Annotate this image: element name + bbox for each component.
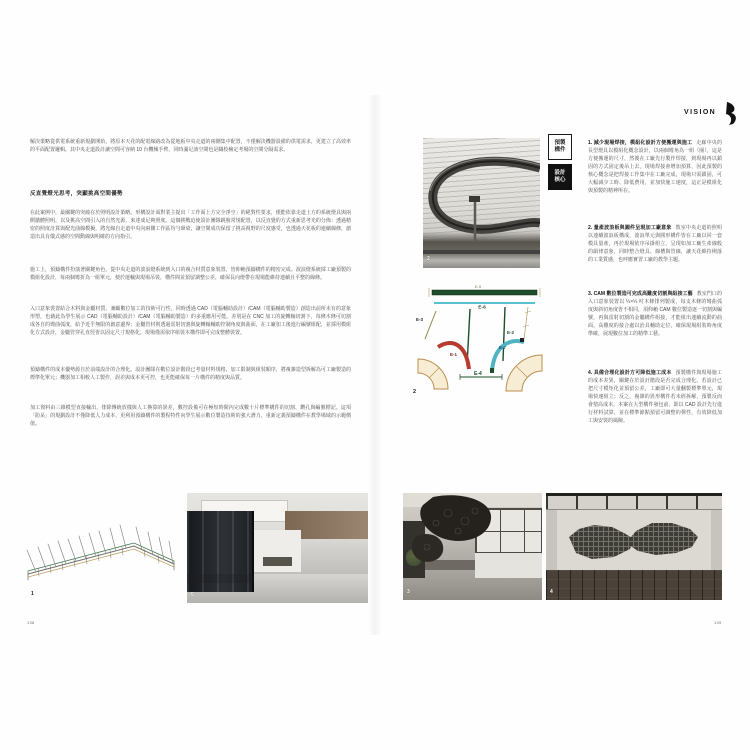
key-point-lead: 4. 具備合理化設計方可降低施工成本 bbox=[588, 370, 672, 376]
tag-text: 構件 bbox=[554, 147, 566, 153]
key-point-4 bbox=[588, 369, 722, 425]
key-point-lead: 3. CAM 數位製造可完成高難度切割與組接工藝 bbox=[588, 291, 693, 297]
diagram-light-components bbox=[412, 281, 548, 395]
figure-number: 2 bbox=[427, 256, 430, 262]
key-point-lead: 2. 量產波浪板與圓件呈現加工廠意象 bbox=[588, 225, 672, 231]
pilaster bbox=[546, 510, 557, 570]
diagram-label-e5: E-5 bbox=[474, 284, 482, 289]
key-point-body: 教室中央走道的照明以連續波浪板構成，波浪單元與圓形構件皆在工廠以同一套模具量產，再於現場依序吊掛組立，呈現如加工廠生產線般的韻律意象，同時整合燈具、線槽與管線，讓天花維持俐落的工業質感，也呼應實習工廠的教學主題。 bbox=[588, 225, 722, 263]
pixel-cloud-sculpture bbox=[564, 517, 704, 562]
tag-design-core bbox=[548, 164, 572, 190]
key-point-body: 預製構件與現場施工的成本差異，關鍵在於設計階段是否完成合理化。若設計已把尺寸模矩化並預留公差，工廠即可大量翻製標準單元，現場快速組立；反之，複雜的異形構件若未經拆解，預製反而會墊高成本。本案在大型構件發包前，即以 CAD 設計先行進行材料試算，並在標準節點預留可調整的彈性，有效降低加工與安裝的風險。 bbox=[588, 370, 722, 424]
body-paragraph: 解決策略從供電系統重新規劃開始，將原本天花的配電線路改為從地板中央走道的兩側集中配置，不僅解決機器設備的供電需求，更建立了高效率的平面配置邏輯。其中央走道設計讓空間可容納 10 台機械手臂，同時滿足該空間也是職校檢定考場的空間分隔需求。 bbox=[30, 139, 351, 153]
tag-text: 設計 bbox=[554, 170, 566, 176]
body-paragraph: 在此案例中，最關鍵的突破在於照明設計策略。形構設計面對業主提出「工作面上方完全淨空」的絕對性要求，僅能依靠走道上方的系統燈具與兩側牆體照明，以及挑高空間引入的自然光源，來達成足夠照度。這個挑戰迫使設計團隊跳脫常規配置，以反直覺的方式重新思考光的分佈：透過精密的照度計算與配光曲線模擬，將光線自走道中央向兩側工作區均勻暈染，讓空間成功保留了挑高視野的尺度感受，也透過天花板的連續線條，創造出具有儀式感的空間動線與明確的方向指引。 bbox=[30, 210, 351, 240]
key-point-2 bbox=[588, 224, 722, 264]
figure-number: 5 bbox=[191, 592, 194, 598]
svg-text:E-3: E-3 bbox=[416, 317, 424, 322]
photo-ceiling-light-track bbox=[423, 138, 540, 268]
figure-number: 4 bbox=[550, 589, 553, 595]
wood-slat-floor bbox=[546, 570, 722, 600]
tag-prefab-component bbox=[548, 134, 572, 160]
photo-corridor-interior bbox=[187, 493, 368, 603]
svg-text:E-6: E-6 bbox=[478, 305, 486, 311]
key-point-3 bbox=[588, 290, 722, 338]
body-paragraph: 入口意象裝置結合木料與金屬材質，兼顧數位加工的技術可行性，同時透過 CAD（電腦輔助設計）/CAM（電腦輔助製造）創造出前所未有的意象形塑，也藉此為學生展示 CAD（電腦輔助設計）/CAM（電腦輔助製造）的多重應用可能。差別是在 CNC 加工的旋轉軸切割下，每條木條可切割成各自的彎曲弧度，給予近乎無限的創意邊界；金屬管材則透過雷射切割與旋轉軸輔助控制角度與曲面，在工廠加工後進行編號組配，並採用模組化方式設計，金屬管穿孔直徑皆以固定尺寸規格化，現場僅需依序組裝木構件即可完成整體裝置。 bbox=[30, 306, 351, 336]
pilaster bbox=[711, 510, 722, 570]
body-paragraph: 加工資料由三維模型直接輸出，排除傳統放樣與人工換算的誤差，數控設備可在極短時間內完成數十片標準構件的切割、鑽孔與編號標記。這項「防呆」的規劃設計不僅降低人力成本，更利用預鑄構件的製程特性向學生展示數位製造技術的強大潛力，重新定義預鑄構件在教學場域的示範價值。 bbox=[30, 405, 351, 427]
svg-text:E-2: E-2 bbox=[507, 330, 515, 335]
page-number: 138 bbox=[27, 620, 35, 625]
far-wall bbox=[254, 530, 301, 572]
svg-text:E-4: E-4 bbox=[474, 371, 482, 377]
key-point-body: 走廊中央的長型燈具以模組化概念設計，以兩個彎角為一組（圈），這是方便搬運的尺寸，然後在工廠先行製作焊接，到現場再以鎖固的方式固定後吊上去。現場焊接會增加預算，因此預製的核心概念是把焊接工作集中在工廠完成，現場只需鎖固，可大幅減少工時、降低費用，並加快施工速度，這正是模組化與預製的精神所在。 bbox=[588, 140, 722, 194]
svg-text:E-1: E-1 bbox=[450, 352, 458, 357]
photo-wall-pixel-installation bbox=[546, 493, 722, 600]
vision-bird-icon bbox=[725, 101, 739, 127]
page-gutter bbox=[368, 95, 382, 635]
key-point-1 bbox=[588, 139, 722, 195]
wall-ledge bbox=[423, 250, 540, 254]
body-paragraph: 施工上，預鑄構件扮演著關鍵角色。從中央走道的波浪燈系統到入口的複合材質意象裝置，皆仰賴預鑄構件的精密完成。波浪燈系統採工廠預製的模組化設計，每兩個彎折為一組單元，便於運輸與現場吊裝，構件間並預留調整公差，確保長向燈帶在現場能維持連續且平整的線條。 bbox=[30, 267, 351, 281]
tag-text: 核心 bbox=[554, 177, 566, 183]
svg-text:E-7: E-7 bbox=[499, 345, 507, 350]
photo-lobby-ceiling-sculpture bbox=[403, 493, 542, 600]
curved-track-shape bbox=[423, 138, 540, 268]
floor-reflection bbox=[187, 574, 254, 583]
body-paragraph: 預鑄構件的成本優勢源自於前端設計的合理化。設計團隊在數位設計階段已考量材料規格、加工限制與組裝順序，將複雜造型拆解為可工廠製造的標準化單元；機器加工相較人工製作，誤差與成本更可控，也更能確保每一片構件的精度與品質。 bbox=[30, 367, 351, 381]
page-number: 139 bbox=[714, 620, 722, 625]
key-point-body: 教室門口的入口意象裝置以 ¼×¼ 吋木條排列製成，每支木條的彎曲弧度與斜切角度皆不相同，須仰賴 CAM 數位製造逐一切割與編號，再與雷射切割的金屬構件組接，才能組出連續流動的曲面。高難度的接合處以治具輔助定位，確保現場組裝時角度準確，展現數位加工的精準工藝。 bbox=[588, 291, 722, 337]
furniture-silhouette bbox=[263, 557, 292, 566]
figure-number: 3 bbox=[407, 589, 410, 595]
tag-text: 預製 bbox=[554, 140, 566, 146]
vision-wordmark: VISION bbox=[684, 109, 717, 116]
diagram-wireframe-structure bbox=[22, 510, 180, 592]
beam-ceiling bbox=[546, 493, 722, 510]
svg-text:2: 2 bbox=[413, 389, 417, 395]
hanging-tube-sculpture bbox=[403, 493, 542, 600]
key-point-lead: 1. 減少現場焊接，模組化設計方便搬運與施工 bbox=[588, 140, 693, 146]
section-heading: 反直覺燈光思考，突顯挑高空間優勢 bbox=[30, 191, 123, 197]
figure-number: 1 bbox=[31, 591, 34, 597]
